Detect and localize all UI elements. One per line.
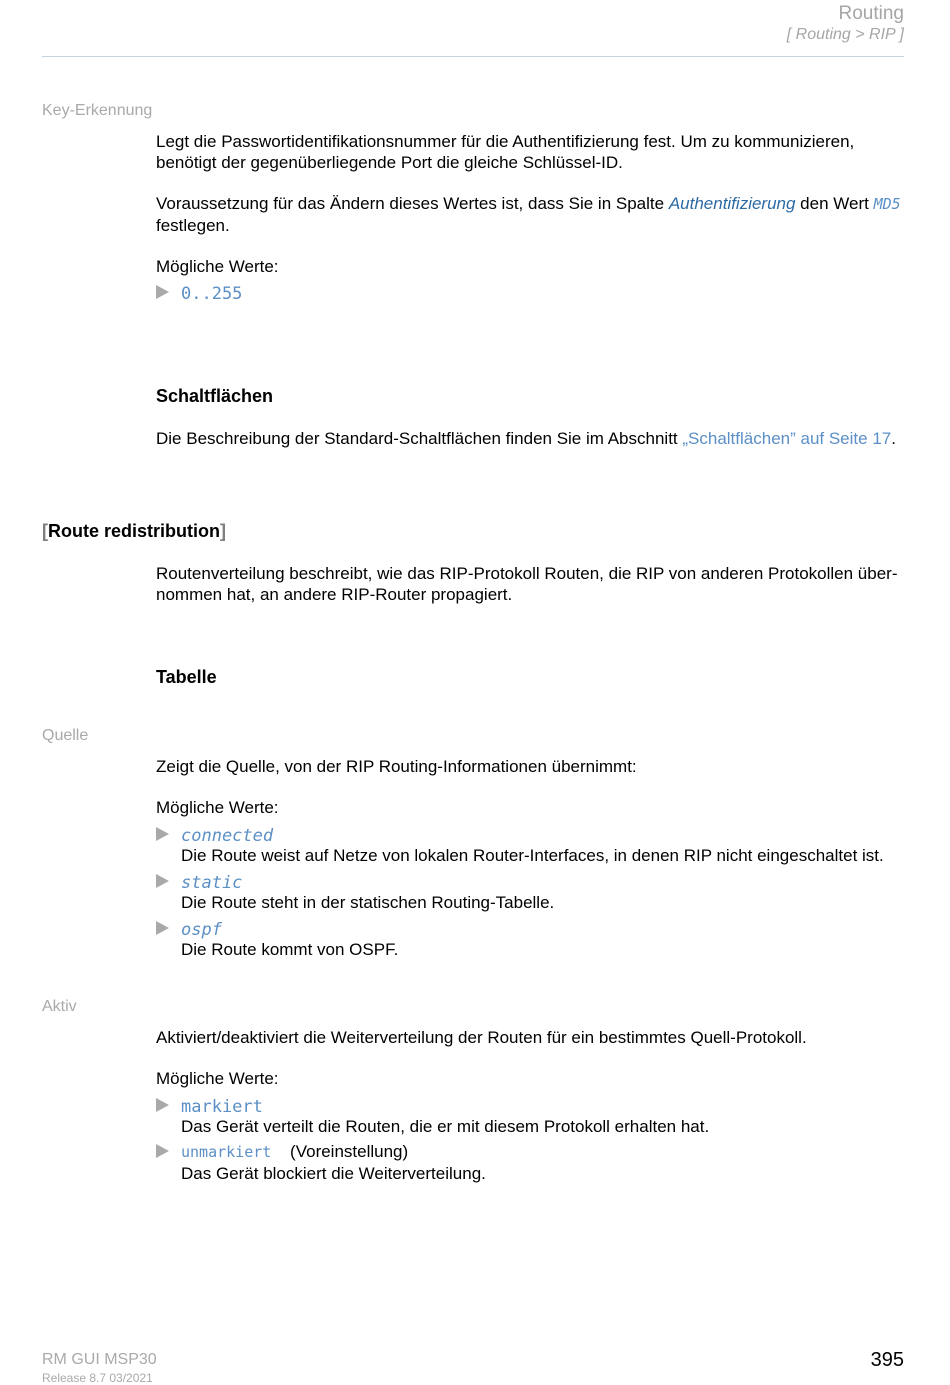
key-requirement-suffix: festlegen. bbox=[156, 216, 230, 235]
aktiv-possible-values: Mögliche Werte: bbox=[156, 1069, 279, 1088]
table-heading: Tabelle bbox=[156, 667, 217, 687]
section-title-text: Route redistribution bbox=[48, 521, 220, 541]
header-title: Routing bbox=[838, 3, 904, 24]
buttons-text-prefix: Die Beschreibung der Standard-Schaltflächen finden Sie im Abschnitt bbox=[156, 429, 683, 448]
footer-release: Release 8.7 03/2021 bbox=[42, 1371, 153, 1385]
value-unmarkiert: unmarkiert bbox=[181, 1143, 272, 1161]
quelle-possible-values: Mögliche Werte: bbox=[156, 798, 279, 817]
key-range-value: 0..255 bbox=[181, 284, 243, 304]
value-static-desc: Die Route steht in der statischen Routing-Tabelle. bbox=[181, 893, 555, 912]
value-unmarkiert-desc: Das Gerät blockiert die Weiterverteilung. bbox=[181, 1164, 486, 1183]
key-requirement-mid: den Wert bbox=[795, 194, 874, 213]
value-markiert-desc: Das Gerät verteilt die Routen, die er mit diesem Protokoll erhalten hat. bbox=[181, 1117, 710, 1136]
header-breadcrumb: [ Routing > RIP ] bbox=[786, 26, 904, 43]
buttons-description bbox=[156, 428, 906, 449]
bullet-triangle-icon bbox=[156, 827, 169, 841]
header-divider bbox=[42, 56, 904, 57]
page-number: 395 bbox=[870, 1349, 904, 1371]
value-connected: connected bbox=[181, 826, 274, 846]
buttons-heading: Schaltflächen bbox=[156, 386, 274, 406]
bullet-triangle-icon bbox=[156, 921, 169, 935]
bracket-open: [ bbox=[42, 521, 48, 541]
buttons-text-suffix: . bbox=[891, 429, 896, 448]
redistribution-description bbox=[156, 563, 906, 605]
bullet-triangle-icon bbox=[156, 285, 169, 299]
redistribution-line-1: Routenverteilung beschreibt, wie das RIP-Protokoll Routen, die RIP von anderen Protokollen über- bbox=[156, 564, 898, 583]
value-ospf-desc: Die Route kommt von OSPF. bbox=[181, 940, 399, 959]
bracket-close: ] bbox=[220, 521, 226, 541]
value-markiert: markiert bbox=[181, 1097, 263, 1117]
param-label-quelle: Quelle bbox=[42, 727, 89, 744]
aktiv-description: Aktiviert/deaktiviert die Weiterverteilung der Routen für ein bestimmtes Quell-Protokoll. bbox=[156, 1028, 807, 1047]
value-ospf: ospf bbox=[181, 920, 222, 940]
bullet-triangle-icon bbox=[156, 874, 169, 888]
key-requirement-prefix: Voraussetzung für das Ändern dieses Wertes ist, dass Sie in Spalte bbox=[156, 194, 669, 213]
value-unmarkiert-line bbox=[181, 1141, 408, 1163]
md5-value: MD5 bbox=[873, 195, 901, 213]
authentifizierung-link[interactable]: Authentifizierung bbox=[668, 194, 796, 213]
key-possible-values: Mögliche Werte: bbox=[156, 257, 279, 276]
bullet-triangle-icon bbox=[156, 1144, 169, 1158]
redistribution-line-2: nommen hat, an andere RIP-Router propagiert. bbox=[156, 585, 513, 604]
schaltflaechen-xref-link[interactable]: „Schaltflächen” auf Seite 17 bbox=[682, 429, 892, 448]
quelle-description: Zeigt die Quelle, von der RIP Routing-Informationen übernimmt: bbox=[156, 757, 637, 776]
bullet-triangle-icon bbox=[156, 1098, 169, 1112]
key-requirement bbox=[156, 193, 906, 236]
value-connected-desc: Die Route weist auf Netze von lokalen Router-Interfaces, in denen RIP nicht eingeschaltet ist. bbox=[181, 846, 884, 865]
footer-product: RM GUI MSP30 bbox=[42, 1351, 157, 1368]
param-label-key-erkennung: Key-Erkennung bbox=[42, 102, 153, 119]
key-description: Legt die Passwortidentifikationsnummer für die Authentifizierung fest. Um zu kommunizieren, benötigt der gegenüberliegende Port die gleiche Schlüssel-ID. bbox=[156, 132, 855, 172]
value-static: static bbox=[181, 873, 243, 893]
param-label-aktiv: Aktiv bbox=[42, 998, 77, 1015]
section-title-route-redistribution bbox=[42, 521, 226, 542]
default-note: (Voreinstellung) bbox=[290, 1142, 409, 1161]
